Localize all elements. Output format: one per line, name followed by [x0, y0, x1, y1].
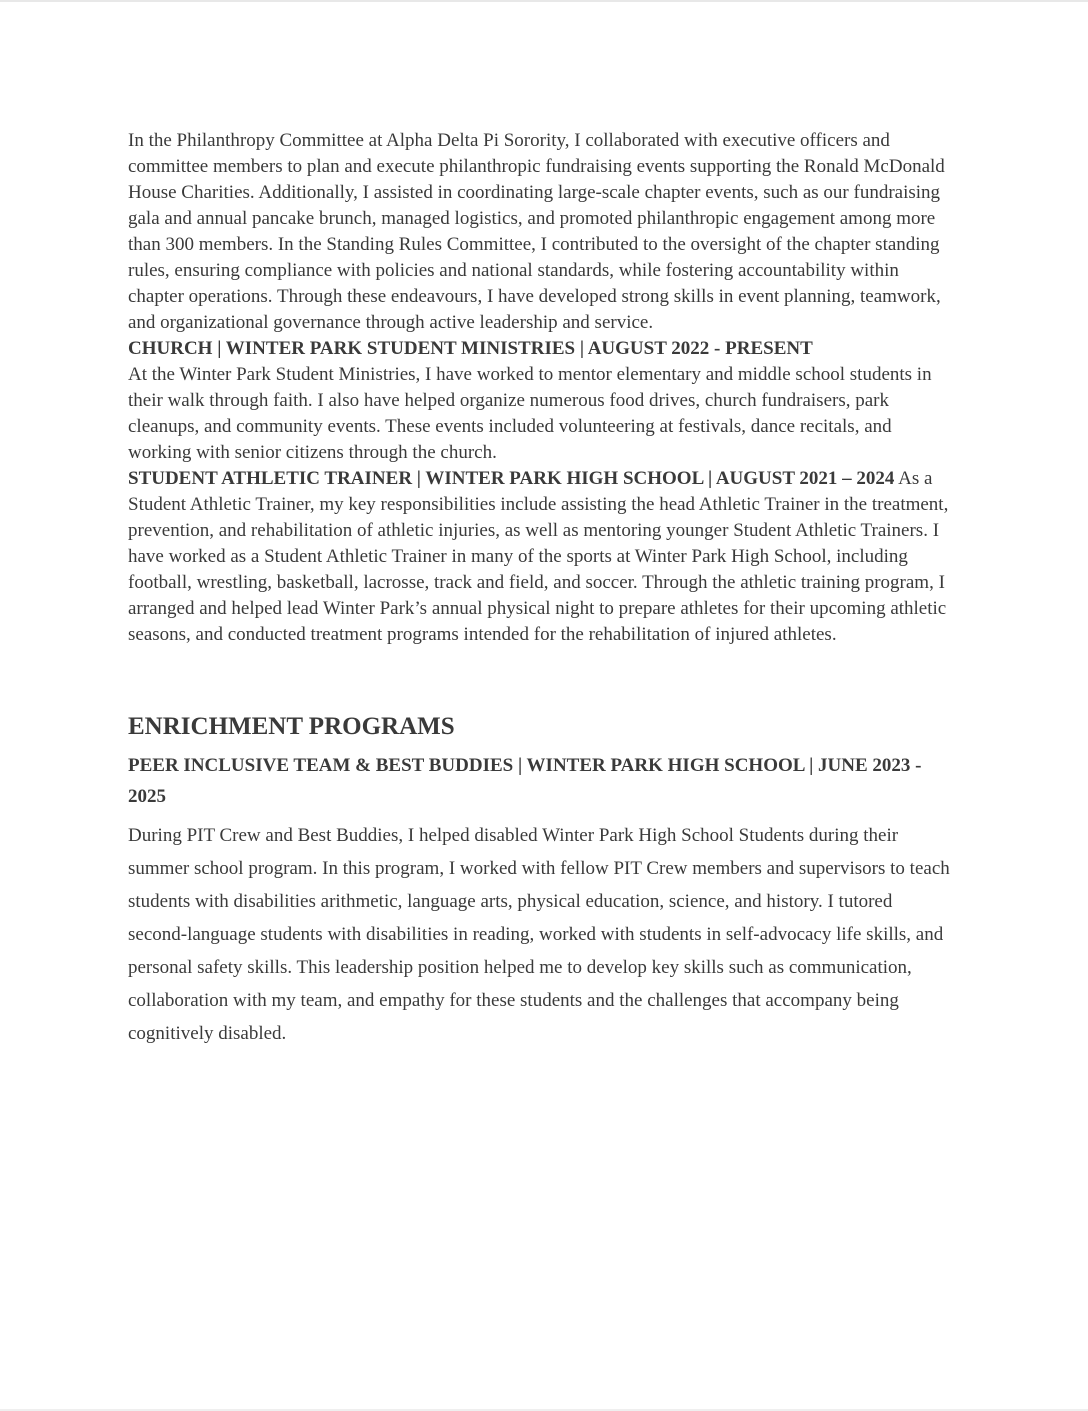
enrichment-section-title: ENRICHMENT PROGRAMS — [128, 713, 455, 740]
athletic-trainer-text: As a Student Athletic Trainer, my key responsibilities include assisting the head Athletic Trainer in the treatment, prevention, and rehabilitation of athletic injuries, as well as mentoring younger Student Athletic Trainers. I have worked as a Student Athletic Trainer in many of the sports at Winter Park High School, including football, wrestling, basketball, lacrosse, track and field, and soccer. Through the athletic training program, I arranged and helped lead Winter Park’s annual physical night to prepare athletes for their upcoming athletic seasons, and conducted treatment programs intended for the rehabilitation of injured athletes. — [128, 468, 949, 645]
athletic-trainer-paragraph — [128, 466, 954, 648]
philanthropy-paragraph: In the Philanthropy Committee at Alpha Delta Pi Sorority, I collaborated with executive officers and committee members to plan and execute philanthropic fundraising events supporting the Ronald McDonald House Charities. Additionally, I assisted in coordinating large-scale chapter events, such as our fundraising gala and annual pancake brunch, managed logistics, and promoted philanthropic engagement among more than 300 members. In the Standing Rules Committee, I contributed to the oversight of the chapter standing rules, ensuring compliance with policies and national standards, while fostering accountability within chapter operations. Through these endeavours, I have developed strong skills in event planning, teamwork, and organizational governance through active leadership and service. — [128, 130, 945, 333]
peer-program-heading: PEER INCLUSIVE TEAM & BEST BUDDIES | WINTER PARK HIGH SCHOOL | JUNE 2023 - 2025 — [128, 755, 922, 807]
church-paragraph: At the Winter Park Student Ministries, I have worked to mentor elementary and middle school students in their walk through faith. I also have helped organize numerous food drives, church fundraisers, park cleanups, and community events. These events included volunteering at festivals, dance recitals, and working with senior citizens through the church. — [128, 364, 932, 463]
peer-program-paragraph: During PIT Crew and Best Buddies, I helped disabled Winter Park High School Students during their summer school program. In this program, I worked with fellow PIT Crew members and supervisors to teach students with disabilities arithmetic, language arts, physical education, science, and history. I tutored second-language students with disabilities in reading, worked with students in self-advocacy life skills, and personal safety skills. This leadership position helped me to develop key skills such as communication, collaboration with my team, and empathy for these students and the challenges that accompany being cognitively disabled. — [128, 825, 950, 1044]
church-heading: CHURCH | WINTER PARK STUDENT MINISTRIES | AUGUST 2022 - PRESENT — [128, 338, 813, 359]
athletic-trainer-heading: STUDENT ATHLETIC TRAINER | WINTER PARK HIGH SCHOOL | AUGUST 2021 – 2024 — [128, 468, 895, 489]
